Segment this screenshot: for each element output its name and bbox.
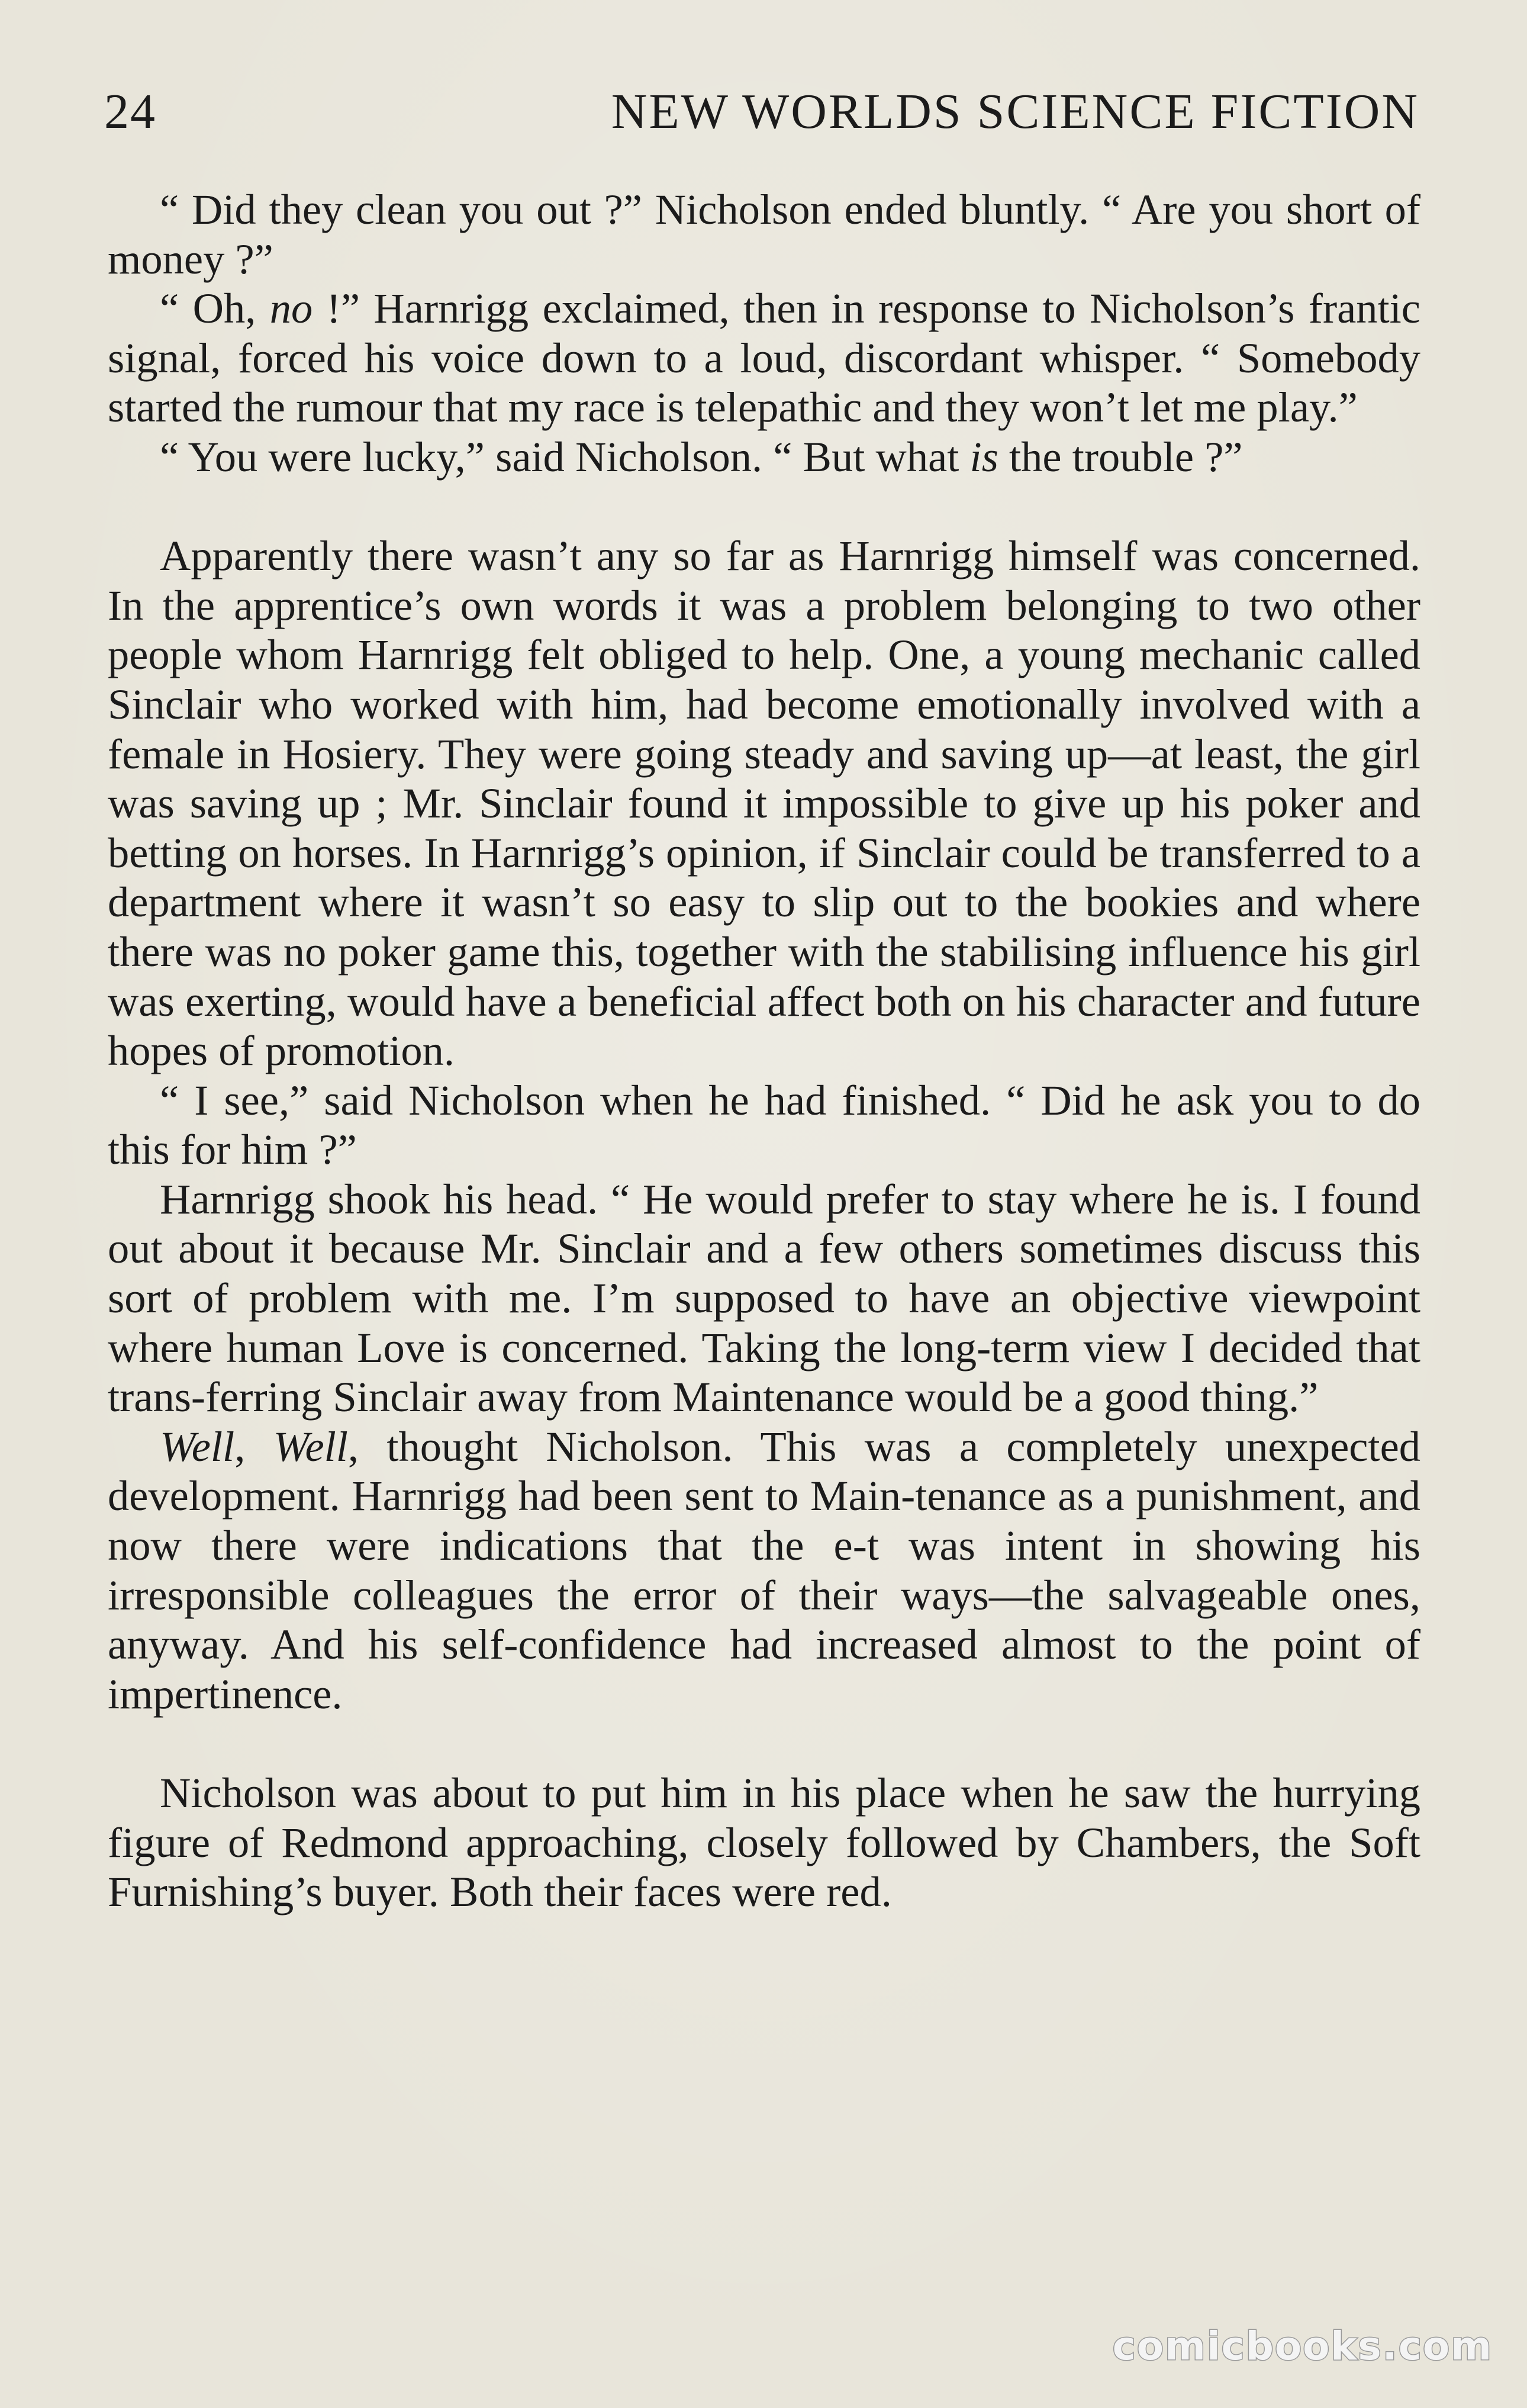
body-text — [108, 185, 1420, 1917]
text-segment: Nicholson was about to put him in his place when he saw the hurrying figure of Redmond approaching, closely followed by Chambers, the Soft Furnishing’s buyer. Both their faces were red. — [108, 1769, 1420, 1916]
running-title: NEW WORLDS SCIENCE FICTION — [611, 84, 1419, 139]
text-segment: , thought Nicholson. This was a completely unexpected development. Harnrigg had been sent to Main-tenance as a punishment, and now there were indications that the e-t was intent in showing his irresponsible colleagues the error of their ways—the salvageable ones, anyway. And his self-confidence had increased almost to the point of impertinence. — [108, 1422, 1420, 1718]
text-segment: “ I see,” said Nicholson when he had finished. “ Did he ask you to do this for him ?” — [108, 1076, 1420, 1174]
italic-text: is — [969, 432, 998, 481]
italic-text: Well — [160, 1422, 235, 1470]
text-segment: “ Did they clean you out ?” Nicholson ended bluntly. “ Are you short of money ?” — [108, 185, 1420, 283]
italic-text: no — [269, 284, 313, 333]
text-segment: !” Harnrigg exclaimed, then in response to Nicholson’s frantic signal, forced his voice down to a loud, discordant whisper. “ Somebody started the rumour that my race is telepathic and they won’t let me play.” — [108, 284, 1420, 432]
text-segment: Apparently there wasn’t any so far as Harnrigg himself was concerned. In the apprentice’s own words it was a problem belonging to two other people whom Harnrigg felt obliged to help. One, a young mechanic called Sinclair who worked with him, had become emotionally involved with a female in Hosiery. They were going steady and saving up—at least, the girl was saving up ; Mr. Sinclair found it impossible to give up his poker and betting on horses. In Harnrigg’s opinion, if Sinclair could be transferred to a department where it wasn’t so easy to slip out to the bookies and where there was no poker game this, together with the stabilising influence his girl was exerting, would have a beneficial affect both on his character and future hopes of promotion. — [108, 532, 1420, 1075]
paragraph — [108, 185, 1420, 284]
page-number: 24 — [104, 84, 156, 139]
paragraph — [108, 432, 1420, 482]
text-segment: Harnrigg shook his head. “ He would prefer to stay where he is. I found out about it because Mr. Sinclair and a few others sometimes discuss this sort of problem with me. I’m supposed to have an objective viewpoint where human Love is concerned. Taking the long-term view I decided that trans-ferring Sinclair away from Maintenance would be a good thing.” — [108, 1174, 1420, 1421]
paragraph — [108, 1174, 1420, 1422]
paragraph — [108, 531, 1420, 1076]
paragraph — [108, 1422, 1420, 1719]
watermark: comicbooks.com — [1112, 2323, 1493, 2369]
paragraph — [108, 1768, 1420, 1917]
paragraph — [108, 284, 1420, 432]
text-segment: , — [234, 1422, 273, 1470]
text-segment: “ Oh, — [160, 284, 270, 333]
page-header — [104, 83, 1419, 148]
italic-text: Well — [273, 1422, 348, 1470]
text-segment: “ You were lucky,” said Nicholson. “ But what — [160, 432, 970, 481]
text-segment: the trouble ?” — [998, 432, 1243, 481]
paragraph — [108, 1076, 1420, 1174]
